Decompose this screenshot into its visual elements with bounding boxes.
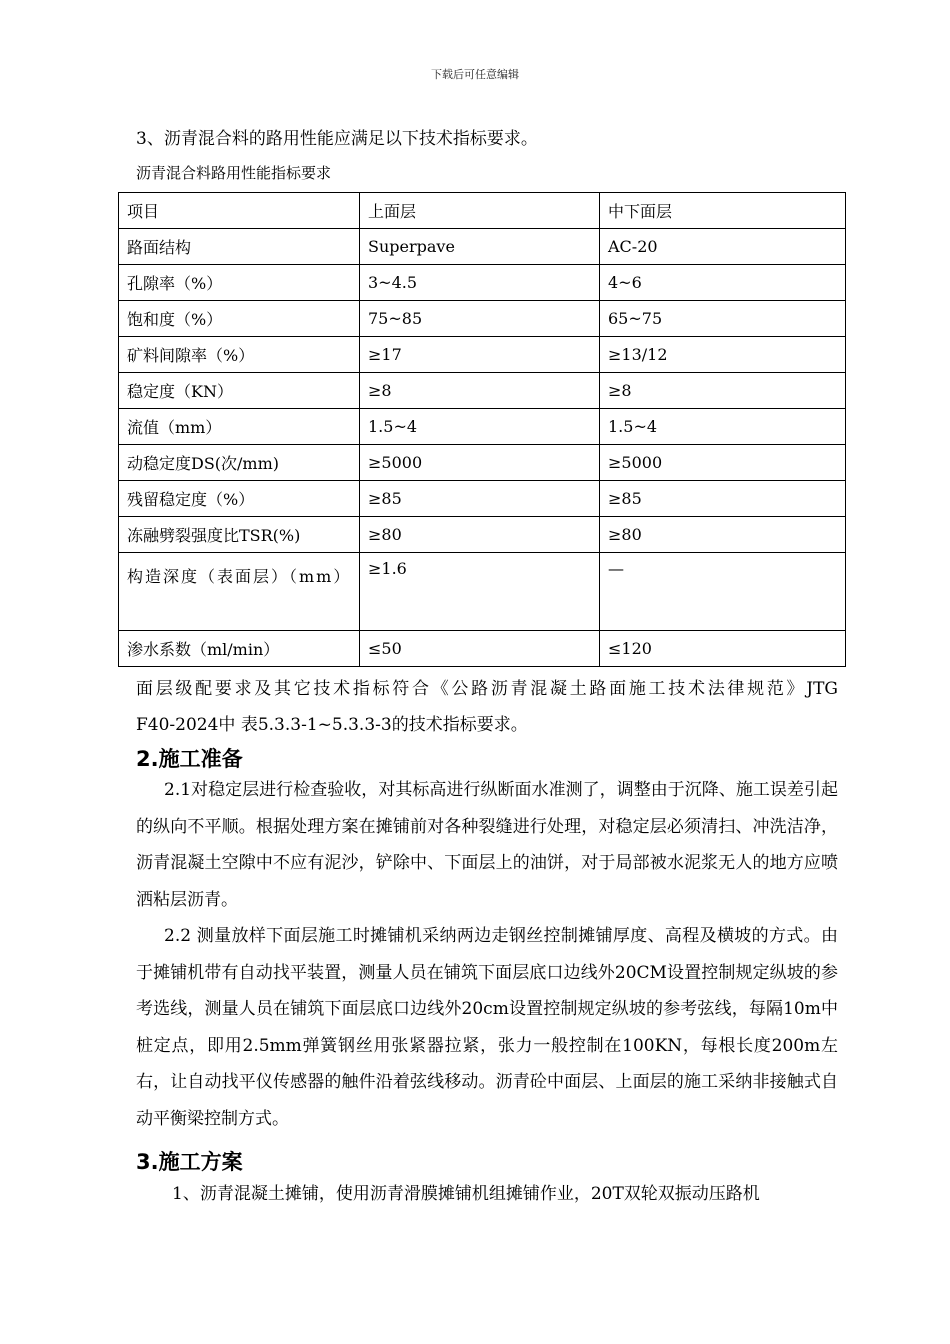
table-cell: ≥17	[360, 337, 600, 373]
table-cell: ≤50	[360, 631, 600, 667]
table-cell: 构造深度（表面层）（mm）	[119, 553, 360, 631]
table-header-cell: 项目	[119, 193, 360, 229]
table-cell: ≥8	[360, 373, 600, 409]
after-table-line-2: F40-2024中 表5.3.3-1~5.3.3-3的技术指标要求。	[136, 715, 528, 735]
table-cell: Superpave	[360, 229, 600, 265]
after-table-line-1: 面层级配要求及其它技术指标符合《公路沥青混凝土路面施工技术法律规范》JTG	[136, 679, 838, 699]
table-cell: ≥1.6	[360, 553, 600, 631]
table-cell: ≥8	[600, 373, 846, 409]
section-2-title: 2.施工准备	[136, 747, 243, 771]
table-cell: 渗水系数（ml/min）	[119, 631, 360, 667]
table-row	[119, 517, 846, 553]
table-cell: 稳定度（KN）	[119, 373, 360, 409]
section-3-paragraph-1: 1、沥青混凝土摊铺，使用沥青滑膜摊铺机组摊铺作业，20T双轮双振动压路机	[172, 1184, 760, 1204]
table-row	[119, 337, 846, 373]
table-cell: 4~6	[600, 265, 846, 301]
table-cell: 3~4.5	[360, 265, 600, 301]
section-2-paragraph-1: 2.1对稳定层进行检查验收，对其标高进行纵断面水准测了，调整由于沉降、施工误差引起的纵向不平顺。根据处理方案在摊铺前对各种裂缝进行处理，对稳定层必须清扫、冲洗洁净，沥青混凝土空隙中不应有泥沙，铲除中、下面层上的油饼，对于局部被水泥浆无人的地方应喷洒粘层沥青。	[136, 780, 838, 910]
table-row	[119, 373, 846, 409]
table-header-row	[119, 193, 846, 229]
table-cell: 1.5~4	[600, 409, 846, 445]
table-cell: ≥5000	[600, 445, 846, 481]
page-header-note: 下载后可任意编辑	[431, 68, 519, 81]
performance-table	[118, 192, 846, 667]
intro-line: 3、沥青混合料的路用性能应满足以下技术指标要求。	[136, 129, 538, 149]
table-cell: ≥85	[600, 481, 846, 517]
table-cell: 残留稳定度（%）	[119, 481, 360, 517]
table-row	[119, 631, 846, 667]
table-cell: 矿料间隙率（%）	[119, 337, 360, 373]
table-row	[119, 445, 846, 481]
table-row	[119, 301, 846, 337]
table-cell: —	[600, 553, 846, 631]
table-row	[119, 481, 846, 517]
table-cell: 65~75	[600, 301, 846, 337]
table-cell: ≥85	[360, 481, 600, 517]
table-cell: 路面结构	[119, 229, 360, 265]
table-cell: 孔隙率（%）	[119, 265, 360, 301]
table-caption: 沥青混合料路用性能指标要求	[136, 164, 332, 182]
table-cell: ≤120	[600, 631, 846, 667]
table-cell: ≥13/12	[600, 337, 846, 373]
table-row	[119, 229, 846, 265]
table-cell: 饱和度（%）	[119, 301, 360, 337]
table-row	[119, 265, 846, 301]
section-2-paragraph-2: 2.2 测量放样下面层施工时摊铺机采纳两边走钢丝控制摊铺厚度、高程及横坡的方式。由于摊铺机带有自动找平装置，测量人员在铺筑下面层底口边线外20CM设置控制规定纵坡的参考选线，测量人员在铺筑下面层底口边线外20cm设置控制规定纵坡的参考弦线，每隔10m中桩定点，即用2.5mm弹簧钢丝用张紧器拉紧，张力一般控制在100KN，每根长度200m左右，让自动找平仪传感器的触件沿着弦线移动。沥青砼中面层、上面层的施工采纳非接触式自动平衡梁控制方式。	[136, 926, 838, 1129]
table-row	[119, 553, 846, 631]
table-row	[119, 409, 846, 445]
table-cell: 冻融劈裂强度比TSR(%)	[119, 517, 360, 553]
table-header-cell: 上面层	[360, 193, 600, 229]
table-cell: 流值（mm）	[119, 409, 360, 445]
table-cell: ≥5000	[360, 445, 600, 481]
section-3-title: 3.施工方案	[136, 1150, 243, 1174]
table-cell: ≥80	[600, 517, 846, 553]
table-cell: 75~85	[360, 301, 600, 337]
table-cell: 动稳定度DS(次/mm)	[119, 445, 360, 481]
table-cell: AC-20	[600, 229, 846, 265]
table-cell: 1.5~4	[360, 409, 600, 445]
table-cell: ≥80	[360, 517, 600, 553]
table-header-cell: 中下面层	[600, 193, 846, 229]
